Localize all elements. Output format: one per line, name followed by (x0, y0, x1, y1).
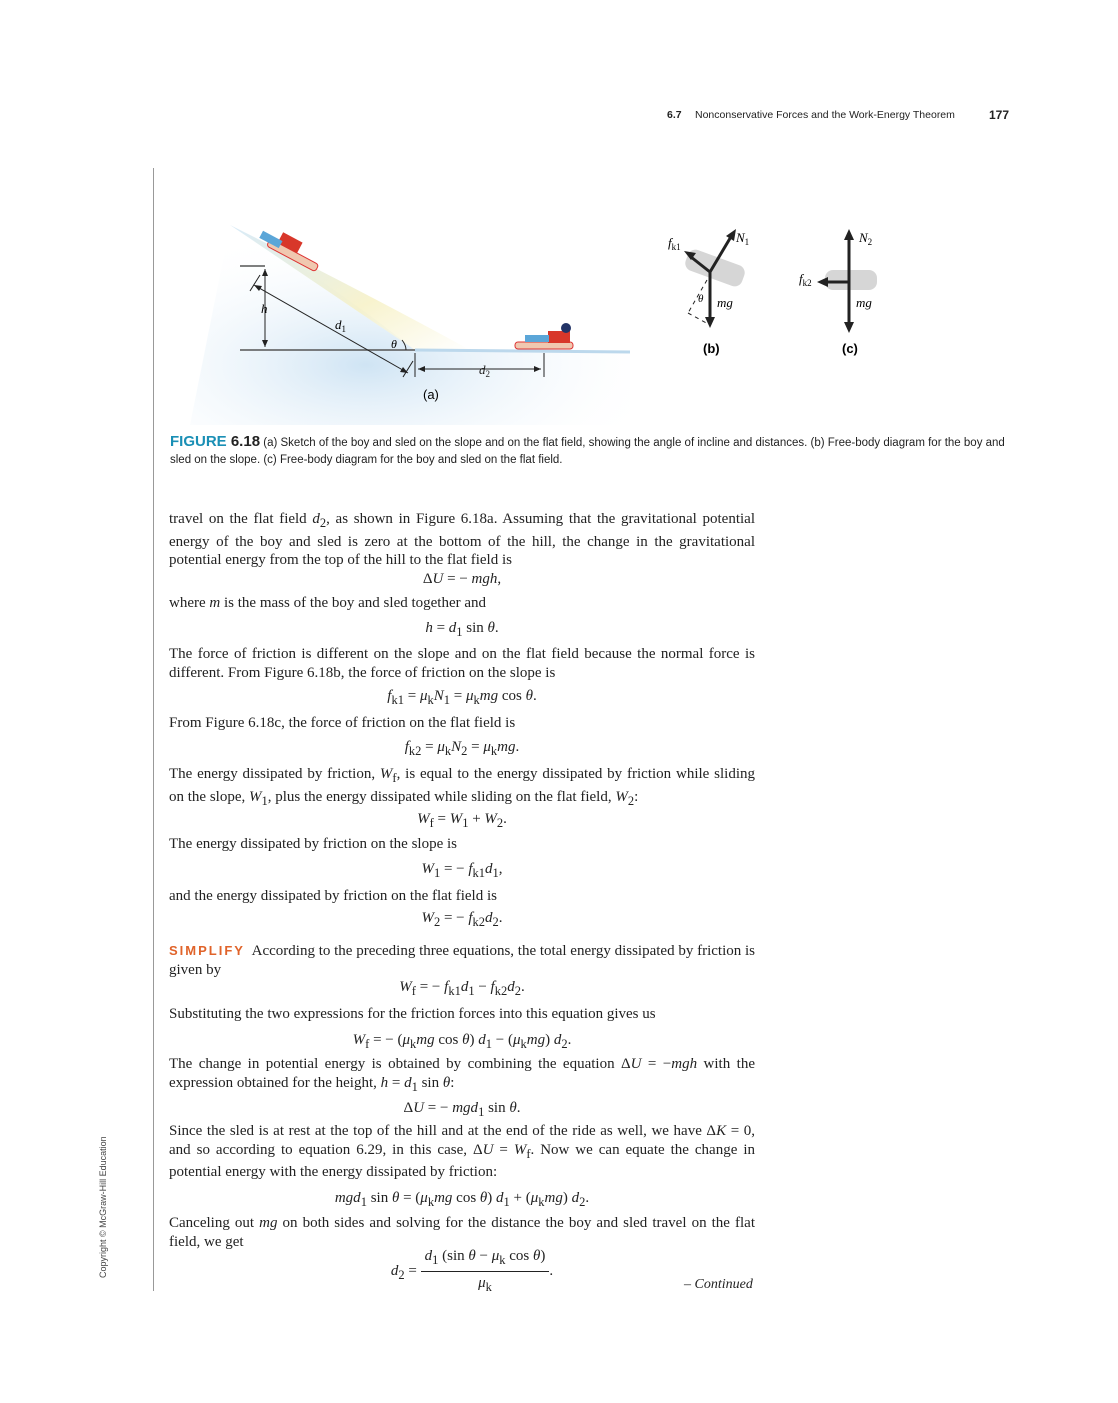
margin-rule (153, 168, 154, 1291)
label-N1: N (736, 230, 745, 245)
label-a: (a) (423, 387, 439, 402)
page-number: 177 (989, 108, 1010, 122)
copyright-notice: Copyright © McGraw-Hill Education (98, 1136, 108, 1278)
label-theta-b: θ (698, 293, 704, 305)
label-b: (b) (703, 341, 720, 356)
equation: $W_f$ = − ($\mu_kmg$ cos θ) $d_1 - (\mu_kmg)$ $d_2$. (352, 1032, 572, 1051)
paragraph (169, 942, 755, 979)
svg-text:d1: $d_1$ (335, 317, 346, 334)
label-d1: d (335, 317, 342, 332)
paragraph: The force of friction is different on the slope and on the flat field because the normal force is different. From Figure 6.18b, the force of friction on the slope is (169, 646, 755, 681)
equation: $f_{k1} = \mu_kN_1 = \mu_kmg$ cos θ. (387, 688, 537, 707)
figure-c-free-body-flat (799, 229, 877, 356)
figure-b-free-body-slope (668, 229, 749, 356)
equation: mgd$_1$ $\sin \theta = (\mu_kmg$ cos θ) $d_1 + (\mu_kmg)$ $d_2$. (334, 1190, 590, 1209)
label-mg-b: mg (717, 295, 733, 310)
section-number: 6.7 (667, 109, 682, 121)
sled-boy-flat-icon (515, 323, 573, 349)
equation: $W_f = W_1 + W_2$. (417, 811, 507, 830)
paragraph: Canceling out mg on both sides and solving for the distance the boy and sled travel on the flat field, we get (169, 1215, 756, 1250)
paragraph: travel on the flat field $d_2$, as shown in Figure 6.18a. Assuming that the gravitational potential energy of the boy and sled is zero at the bottom of the hill, the change in the gravitational potential energy from the top of the hill to the flat field is (169, 511, 755, 568)
svg-text:d2: $d_2$ (479, 362, 490, 379)
paragraph: Since the sled is at rest at the top of the hill and at the end of the ride as well, we have ΔK = 0, and so according to equation 6.29, in this case, $\Delta U = W_f$. Now we can equate the change in potential energy with the energy dissipated by friction: (169, 1123, 755, 1180)
paragraph: The energy dissipated by friction on the slope is (169, 836, 457, 852)
fraction (421, 1247, 550, 1296)
figure-number: 6.18 (230, 433, 261, 450)
paragraph: Substituting the two expressions for the friction forces into this equation gives us (169, 1006, 656, 1022)
label-c: (c) (842, 341, 858, 356)
equation-d2: $d_2$ = $\frac{d_1 (\sin \theta - \mu_k \cos \theta)}{\mu_k}$ . (390, 1248, 554, 1294)
figure-6-18 (170, 185, 890, 425)
label-theta-a: θ (391, 337, 397, 351)
label-fk2: f (799, 271, 803, 286)
paragraph: From Figure 6.18c, the force of friction on the flat field is (169, 715, 516, 731)
equation: ΔU = − mgd$_1$ sin θ. (403, 1100, 521, 1119)
label-N2: N (859, 230, 868, 245)
equation: ΔU = − mgh, (422, 571, 502, 587)
svg-text:N1: $N_1$ (736, 230, 750, 247)
figure-a-slope-sketch (190, 225, 630, 425)
equation: $h = d_1$ sin θ. (425, 620, 499, 639)
svg-text:fk2: $f_{k2}$ (799, 271, 812, 288)
paragraph: The energy dissipated by friction, $W_f$, is equal to the energy dissipated by friction while sliding on the slope, $W_1$, plus the energy dissipated while sliding on the flat field, $W_2$: (169, 766, 755, 808)
svg-text:N2: $N_2$ (859, 230, 873, 247)
equation: $W_2$ = − $f_{k2}d_2$. (421, 910, 503, 929)
simplify-heading: SIMPLIFY (169, 943, 245, 958)
paragraph: where m is the mass of the boy and sled together and (169, 595, 487, 611)
equation: $W_f$ = − $f_{k1}d_1 - f_{k2}d_2$. (399, 979, 525, 998)
numerator: $d_1$ (sin $\theta - \mu_k$ cos θ) (421, 1247, 550, 1272)
equation: $f_{k2} = \mu_kN_2 = \mu_kmg$. (404, 739, 520, 758)
figure-caption (170, 433, 1005, 469)
label-mg-c: mg (856, 295, 872, 310)
label-d2: d (479, 362, 486, 377)
paragraph: and the energy dissipated by friction on the flat field is (169, 888, 497, 904)
running-header: Nonconservative Forces and the Work-Energy Theorem (695, 109, 955, 121)
paragraph: The change in potential energy is obtained by combining the equation ΔU = −mgh with the expression obtained for the height, $h = d_1$ sin θ: (169, 1056, 755, 1094)
paragraph-text: According to the preceding three equations, the total energy dissipated by friction is given by (169, 943, 755, 978)
equation: $W_1$ = − $f_{k1}d_1$, (421, 861, 503, 880)
label-h: h (261, 301, 268, 316)
svg-text:fk1: $f_{k1}$ (668, 235, 681, 252)
figure-label: FIGURE (170, 433, 227, 450)
eq-lhs: $d_2$ = (390, 1262, 421, 1282)
caption-text: (a) Sketch of the boy and sled on the slope and on the flat field, showing the angle of incline and distances. (b) Free-body diagram for the boy and sled on the slope. (c) Free-body diagram for the boy and sled on the flat field. (170, 437, 1005, 466)
denominator: $\mu_k$ (478, 1275, 492, 1294)
label-fk1: f (668, 235, 672, 250)
continued-note: – Continued (684, 1277, 753, 1292)
